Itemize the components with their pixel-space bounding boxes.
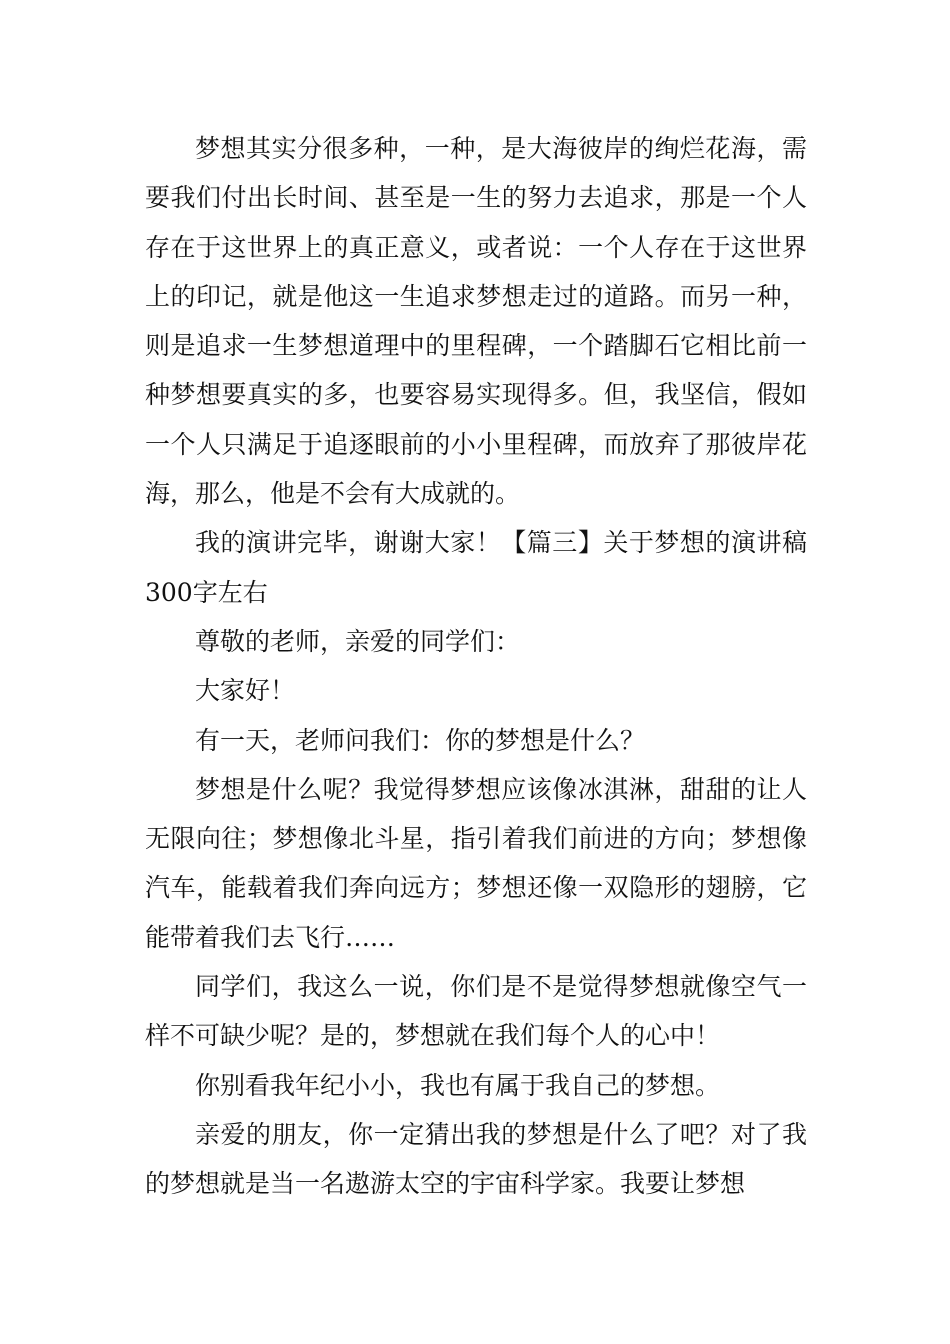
document-page — [145, 124, 807, 1209]
paragraph-dream-metaphors: 梦想是什么呢？我觉得梦想应该像冰淇淋，甜甜的让人无限向往；梦想像北斗星，指引着我们前进的方向；梦想像汽车，能载着我们奔向远方；梦想还像一双隐形的翅膀，它能带着我们去飞行…… — [145, 774, 807, 952]
paragraph-scientist-dream: 亲爱的朋友，你一定猜出我的梦想是什么了吧？对了我的梦想就是当一名遨游太空的宇宙科学家。我要让梦想 — [145, 1119, 807, 1199]
paragraph-salutation: 尊敬的老师，亲爱的同学们： — [195, 626, 521, 656]
paragraph-dream-like-air: 同学们，我这么一说，你们是不是觉得梦想就像空气一样不可缺少呢？是的，梦想就在我们每个人的心中！ — [145, 972, 807, 1051]
paragraph-dream-types: 梦想其实分很多种，一种，是大海彼岸的绚烂花海，需要我们付出长时间、甚至是一生的努力去追求，那是一个人存在于这世界上的真正意义，或者说：一个人存在于这世界上的印记，就是他这一生追求梦想走过的道路。而另一种，则是追求一生梦想道理中的里程碑，一个踏脚石它相比前一种梦想要真实的多，也要容易实现得多。但，我坚信，假如一个人只满足于追逐眼前的小小里程碑，而放弃了那彼岸花海，那么，他是不会有大成就的。 — [145, 134, 807, 509]
paragraph-greeting: 大家好！ — [195, 676, 296, 706]
paragraph-my-dream: 你别看我年纪小小，我也有属于我自己的梦想。 — [195, 1070, 721, 1100]
paragraph-speech-end-title: 我的演讲完毕，谢谢大家！【篇三】关于梦想的演讲稿300字左右 — [145, 528, 807, 607]
paragraph-teacher-question: 有一天，老师问我们：你的梦想是什么？ — [195, 725, 646, 755]
